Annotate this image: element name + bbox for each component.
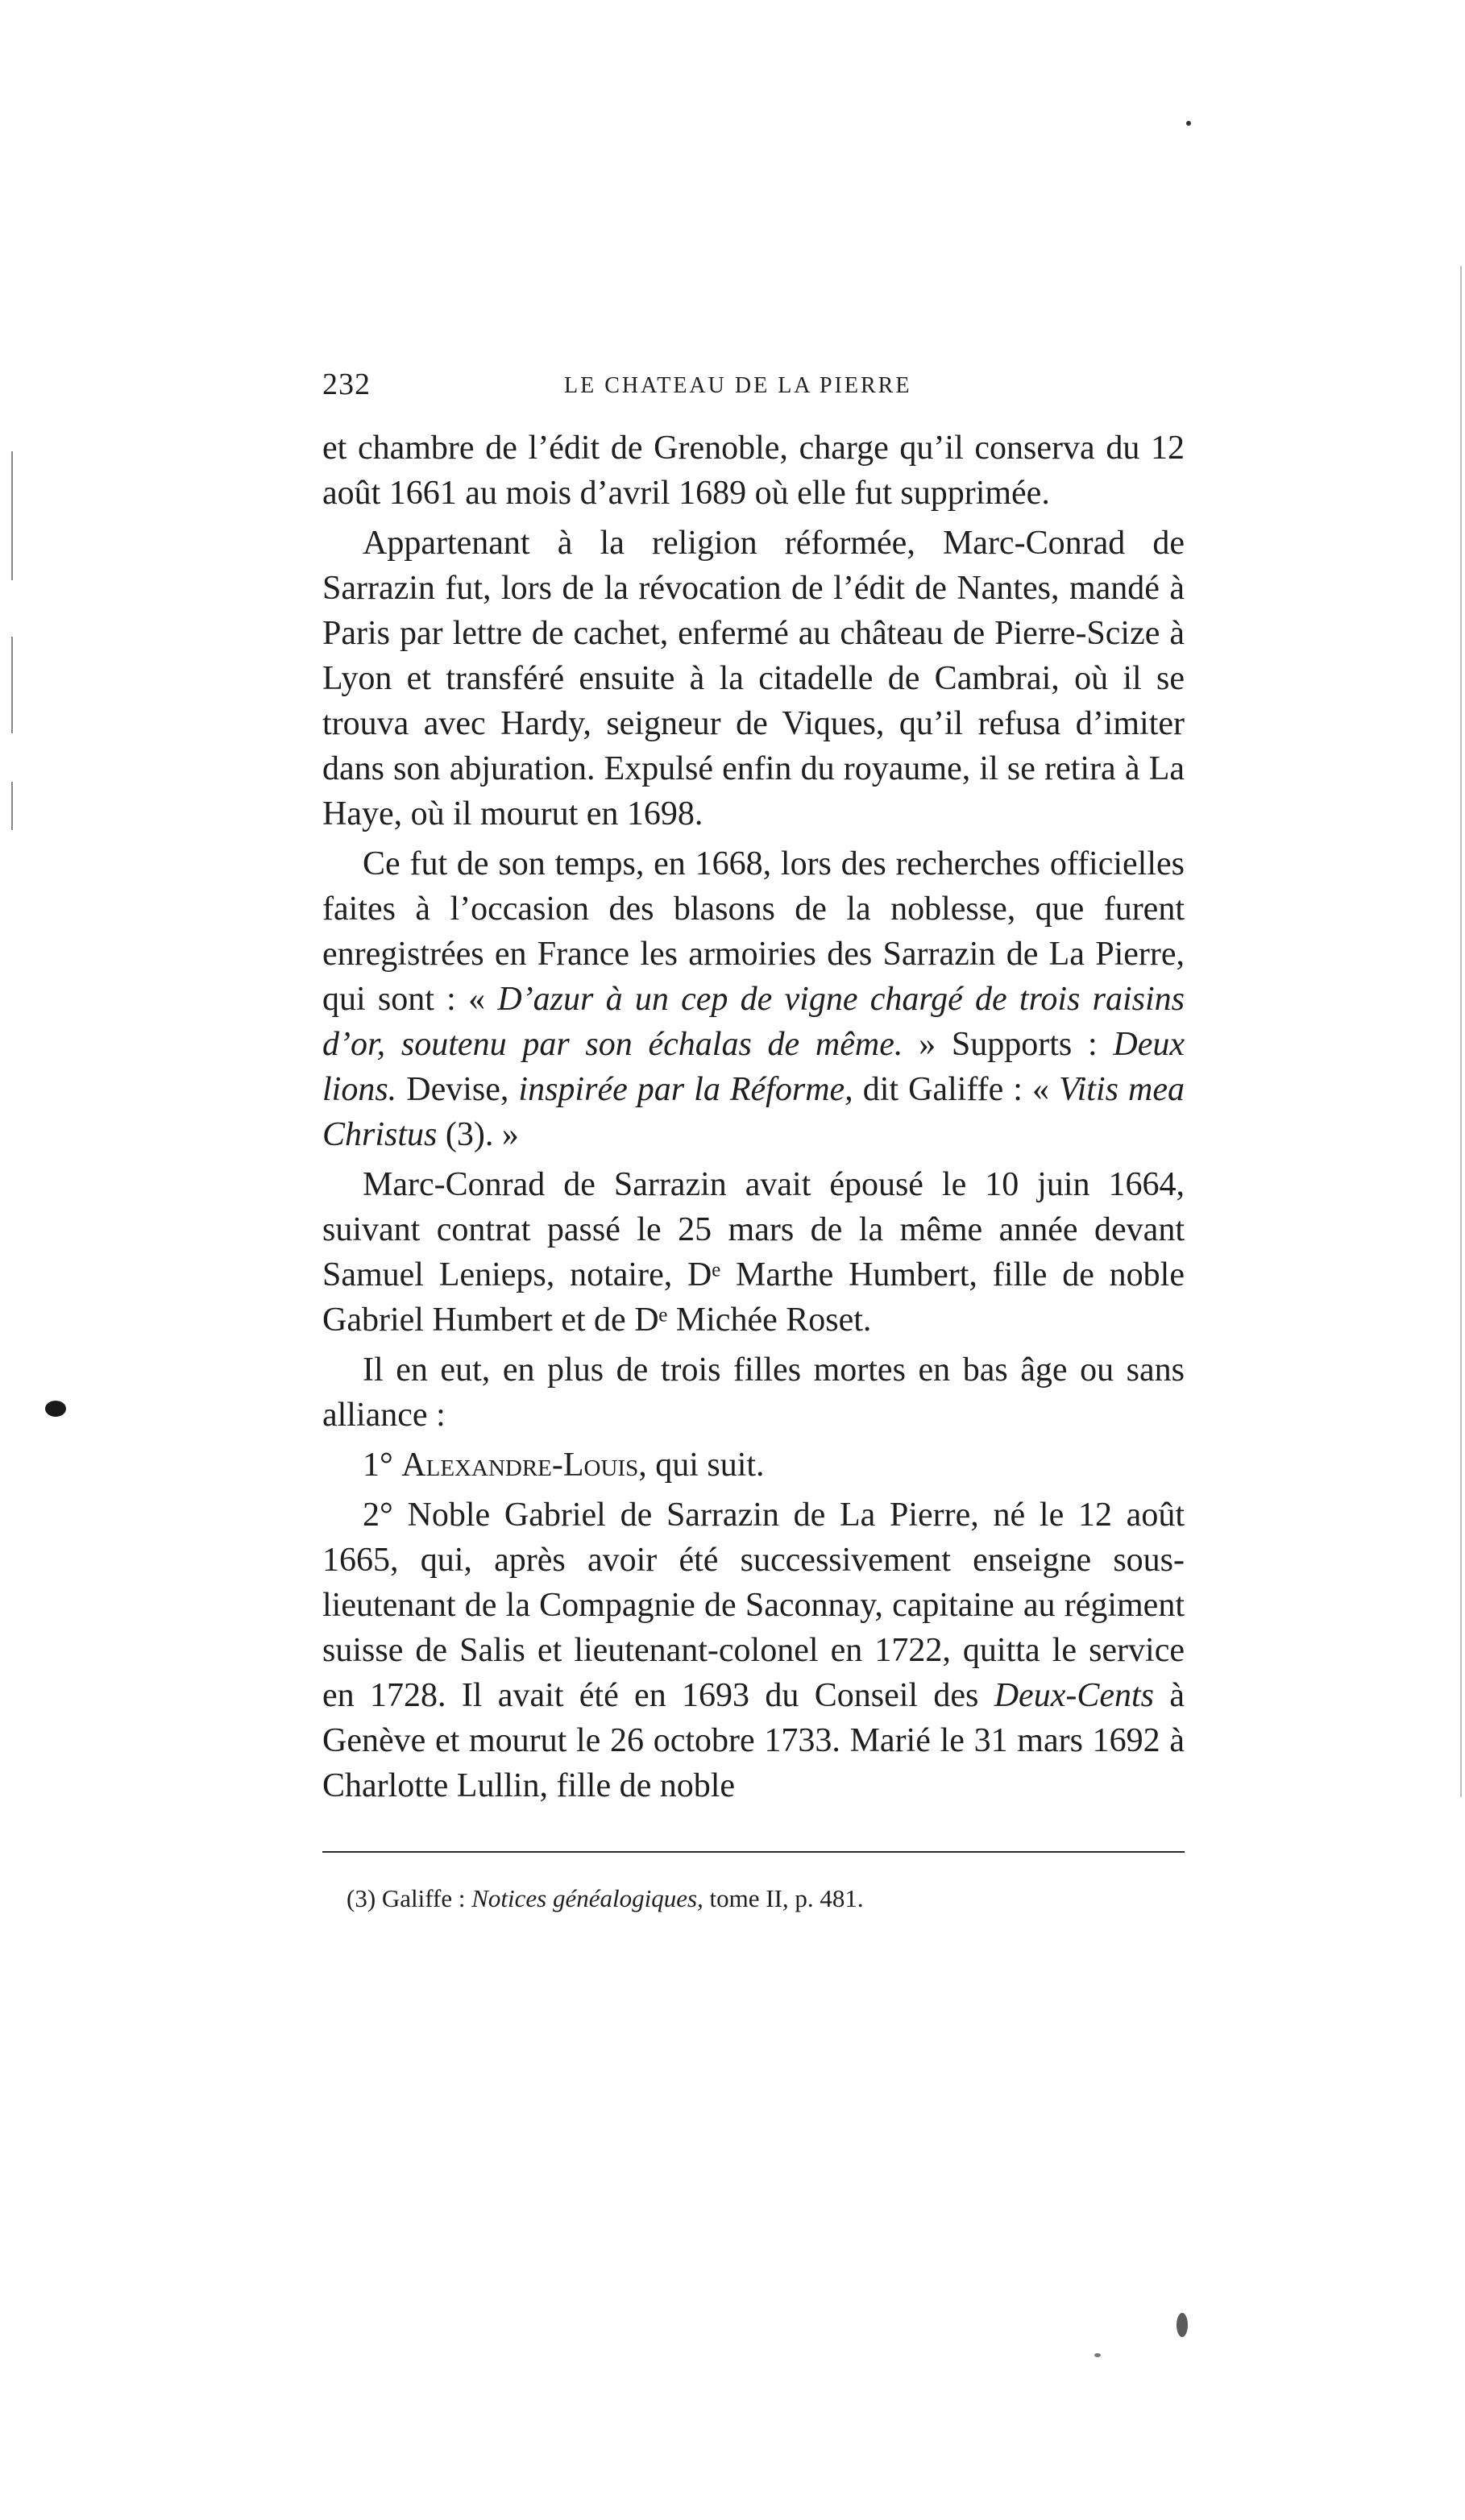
motto: Vitis mea Christus (322, 1071, 1185, 1153)
heir-name: Alexandre-Louis, (401, 1447, 647, 1484)
left-margin-mark (11, 451, 13, 580)
running-title: LE CHATEAU DE LA PIERRE (564, 373, 912, 398)
p3-text-4: dit Galiffe : « (853, 1071, 1060, 1108)
p6-text: qui suit. (646, 1447, 765, 1484)
paragraph-2: Appartenant à la religion réformée, Marc-Conrad de Sarrazin fut, lors de la révocation de l’édit de Nantes, mandé à Paris par lettre de cachet, enfermé au château de Pierre-Scize à Lyon et transféré ensuite à la citadelle de Cambrai, où il se trouva avec Hardy, seigneur de Viques, qu’il refusa d’imiter dans son abjuration. Expulsé enfin du royaume, il se retira à La Haye, où il mourut en 1698. (322, 525, 1185, 832)
p3-text-2: » Supports : (903, 1026, 1114, 1063)
item-number-1: 1° (363, 1447, 402, 1484)
body-text (322, 426, 1185, 1808)
footnote-text-1: (3) Galiffe : (347, 1884, 472, 1912)
paragraph-6 (322, 1443, 1185, 1488)
footnote-rule (322, 1851, 1185, 1853)
page-number: 232 (322, 367, 371, 401)
council-name: Deux-Cents (994, 1677, 1154, 1714)
left-margin-mark (11, 782, 13, 830)
p3-text-3: Devise, (396, 1071, 519, 1108)
paragraph-4: Marc-Conrad de Sarrazin avait épousé le 10 juin 1664, suivant contrat passé le 25 mars de la même année devant Samuel Lenieps, notaire, Dᵉ Marthe Humbert, fille de noble Gabriel Humbert et de Dᵉ Michée Roset. (322, 1166, 1185, 1339)
footnote (347, 1882, 1185, 1916)
p3-text-1: Ce fut de son temps, en 1668, lors des recherches officielles faites à l’occasion des blasons de la noblesse, que furent enregistrées en France les armoiries des Sarrazin de La Pierre, qui sont : « (322, 845, 1185, 1018)
paragraph-5: Il en eut, en plus de trois filles mortes en bas âge ou sans alliance : (322, 1351, 1185, 1434)
paragraph-1: et chambre de l’édit de Grenoble, charge qu’il conserva du 12 août 1661 au mois d’avril 1689 où elle fut supprimée. (322, 430, 1185, 512)
footnote-title: Notices généalogiques, (471, 1884, 703, 1912)
page-header (322, 367, 1185, 407)
left-margin-mark (11, 637, 13, 733)
right-margin-mark (1460, 266, 1462, 1797)
arms-description: D’azur à un cep de vigne chargé de trois raisins d’or, soutenu par son échalas de même. (322, 981, 1185, 1063)
ink-speck (1186, 121, 1191, 126)
ink-speck (1094, 2353, 1101, 2357)
ink-speck (1177, 2313, 1188, 2337)
p7-text-2: à Genève et mourut le 26 octobre 1733. Marié le 31 mars 1692 à Charlotte Lullin, fille de noble (322, 1677, 1185, 1804)
p3-text-5: (3). » (437, 1116, 519, 1153)
footnote-text-2: tome II, p. 481. (703, 1884, 864, 1912)
p7-text-1: 2° Noble Gabriel de Sarrazin de La Pierre, né le 12 août 1665, qui, après avoir été successivement enseigne sous-lieutenant de la Compagnie de Saconnay, capitaine au régiment suisse de Salis et lieutenant-colonel en 1722, quitta le service en 1728. Il avait été en 1693 du Conseil des (322, 1497, 1185, 1714)
paragraph-3 (322, 841, 1185, 1157)
reform-phrase: inspirée par la Réforme, (518, 1071, 853, 1108)
paragraph-7 (322, 1492, 1185, 1808)
ink-blot (45, 1401, 66, 1417)
supporters: Deux lions. (322, 1026, 1185, 1108)
